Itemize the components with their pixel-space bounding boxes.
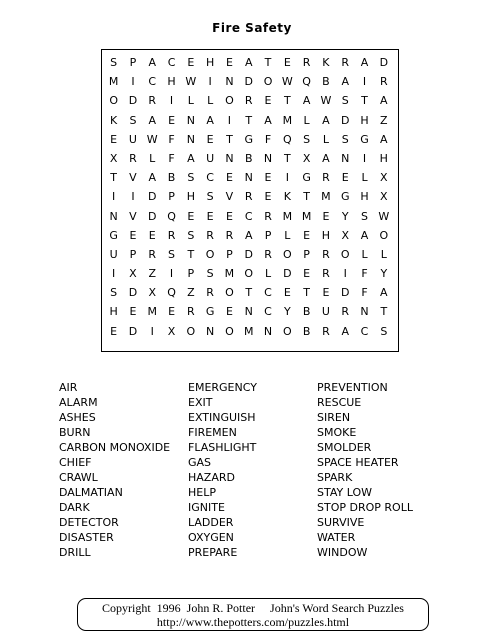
grid-letter: X (129, 267, 137, 281)
grid-letter: H (186, 190, 195, 204)
grid-letter: N (225, 75, 234, 89)
grid-letter: E (283, 286, 291, 300)
grid-letter: O (205, 247, 215, 261)
grid-letter: A (187, 151, 195, 165)
grid-letter: E (225, 305, 233, 319)
grid-letter: E (264, 94, 272, 108)
word-list-item: ASHES (59, 411, 96, 424)
grid-letter: X (167, 324, 176, 338)
grid-letter: R (129, 151, 137, 165)
grid-letter: O (225, 286, 234, 300)
word-list-item: PREPARE (188, 546, 238, 559)
grid-letter: I (343, 267, 347, 281)
grid-letter: R (322, 267, 330, 281)
grid-letter: W (281, 75, 293, 89)
grid-letter: C (244, 209, 253, 223)
grid-letter: C (167, 56, 176, 69)
grid-letter: P (303, 247, 310, 261)
grid-letter: T (361, 94, 368, 108)
grid-letter: R (341, 305, 350, 319)
word-list-item: WINDOW (317, 546, 368, 559)
word-list-item: GAS (188, 456, 212, 469)
grid-letter: R (244, 94, 253, 108)
grid-letter: L (149, 151, 156, 165)
word-column (59, 380, 170, 560)
grid-letter: F (361, 267, 368, 281)
grid-letter: A (148, 113, 156, 127)
grid-letter: X (341, 228, 349, 242)
grid-letter: H (167, 75, 176, 89)
grid-letter: N (341, 151, 350, 165)
grid-letter: O (109, 94, 118, 108)
grid-letter: B (302, 305, 311, 319)
grid-letter: O (225, 94, 234, 108)
grid-letter: O (282, 247, 292, 261)
grid-letter: Q (167, 209, 176, 223)
grid-letter: C (264, 305, 272, 319)
grid-letter: L (380, 247, 387, 261)
grid-letter: D (128, 94, 138, 108)
grid-letter: F (168, 132, 175, 146)
grid-letter: O (244, 267, 254, 281)
word-list-item: DETECTOR (59, 516, 119, 529)
grid-letter: R (225, 228, 234, 242)
word-list-item: STAY LOW (317, 486, 373, 499)
grid-letter: L (264, 267, 272, 281)
grid-letter: F (264, 132, 272, 146)
word-column (188, 380, 257, 560)
grid-letter: N (206, 324, 215, 338)
word-list-item: BURN (59, 426, 91, 439)
grid-letter: O (282, 324, 292, 338)
grid-letter: E (341, 171, 349, 185)
grid-letter: M (243, 324, 254, 338)
grid-letter: S (380, 324, 388, 338)
word-list-item: WATER (317, 531, 356, 544)
grid-letter: Q (282, 132, 292, 146)
word-list-item: CRAWL (59, 471, 98, 484)
word-list-item: RESCUE (317, 396, 362, 409)
grid-letter: T (110, 171, 118, 185)
grid-letter: V (225, 190, 234, 204)
grid-letter: I (227, 113, 232, 127)
grid-letter: I (169, 94, 174, 108)
grid-letter: I (112, 190, 116, 204)
grid-letter: H (360, 190, 369, 204)
grid-row (104, 149, 393, 168)
grid-letter: E (225, 209, 233, 223)
grid-letter: O (225, 324, 234, 338)
grid-letter: X (148, 286, 157, 300)
grid-letter: E (187, 209, 195, 223)
grid-letter: R (206, 228, 214, 242)
grid-letter: E (206, 132, 214, 146)
grid-letter: E (303, 228, 311, 242)
letter-grid (104, 53, 393, 341)
puzzle-title: Fire Safety (212, 21, 292, 35)
grid-letter: D (379, 56, 389, 69)
grid-letter: O (379, 228, 389, 242)
grid-letter: N (225, 151, 234, 165)
grid-letter: W (378, 209, 390, 223)
grid-letter: D (128, 324, 138, 338)
grid-letter: S (206, 190, 214, 204)
word-list-item: SIREN (317, 411, 351, 424)
word-list-item: FIREMEN (188, 426, 237, 439)
grid-letter: R (341, 56, 350, 69)
grid-letter: V (129, 209, 137, 223)
grid-letter: S (361, 209, 368, 223)
word-list-item: OXYGEN (188, 531, 234, 544)
copyright-text: Copyright 1996 John R. Potter John's Word Search Puzzles (102, 601, 404, 615)
grid-letter: W (185, 75, 197, 89)
grid-letter: O (186, 324, 196, 338)
grid-letter: A (380, 94, 388, 108)
grid-letter: A (264, 113, 272, 127)
grid-letter: C (360, 324, 369, 338)
grid-letter: A (148, 56, 156, 69)
letter-grid-box (101, 49, 399, 352)
grid-letter: R (148, 94, 157, 108)
grid-row (104, 168, 393, 187)
grid-letter: S (341, 132, 349, 146)
grid-letter: M (147, 305, 157, 319)
grid-letter: F (361, 286, 368, 300)
grid-letter: S (187, 228, 195, 242)
grid-letter: O (263, 75, 273, 89)
copyright-footer (77, 598, 429, 631)
grid-letter: T (283, 94, 291, 108)
grid-letter: I (112, 267, 116, 281)
grid-letter: I (362, 75, 367, 89)
grid-letter: D (128, 286, 138, 300)
grid-letter: R (167, 228, 176, 242)
grid-letter: L (303, 113, 310, 127)
grid-letter: R (148, 247, 157, 261)
grid-letter: B (244, 151, 253, 165)
grid-row (104, 283, 393, 302)
grid-letter: X (380, 171, 388, 185)
grid-letter: X (109, 151, 118, 165)
grid-letter: A (206, 113, 214, 127)
grid-letter: R (187, 305, 195, 319)
grid-letter: R (322, 324, 330, 338)
grid-row (104, 264, 393, 283)
word-list-item: AIR (59, 381, 78, 394)
grid-letter: L (361, 247, 368, 261)
grid-letter: B (322, 75, 330, 89)
grid-letter: S (341, 94, 349, 108)
grid-letter: T (226, 132, 233, 146)
grid-row (104, 187, 393, 206)
grid-letter: S (110, 286, 118, 300)
grid-letter: N (244, 305, 253, 319)
grid-row (104, 245, 393, 264)
grid-letter: E (225, 171, 233, 185)
grid-letter: P (226, 247, 233, 261)
grid-letter: P (168, 190, 175, 204)
grid-letter: D (148, 209, 157, 223)
word-list-item: HAZARD (188, 471, 235, 484)
grid-letter: R (264, 247, 272, 261)
grid-row (104, 111, 393, 130)
grid-letter: N (263, 324, 273, 338)
grid-letter: A (380, 286, 388, 300)
grid-letter: U (128, 132, 137, 146)
grid-letter: A (341, 324, 349, 338)
grid-letter: E (148, 228, 156, 242)
grid-letter: Q (167, 286, 176, 300)
word-list-item: HELP (188, 486, 216, 499)
grid-letter: A (322, 113, 330, 127)
word-list-item: SMOKE (317, 426, 357, 439)
grid-letter: H (205, 56, 215, 69)
grid-letter: E (129, 305, 137, 319)
grid-letter: S (110, 56, 118, 69)
grid-letter: E (129, 228, 137, 242)
grid-letter: E (322, 286, 330, 300)
grid-letter: Y (380, 267, 388, 281)
grid-letter: A (322, 151, 330, 165)
grid-letter: E (187, 56, 195, 69)
word-column (317, 380, 413, 560)
grid-letter: N (186, 113, 195, 127)
grid-row (104, 302, 393, 321)
grid-letter: W (320, 94, 332, 108)
grid-letter: L (207, 94, 214, 108)
grid-letter: X (302, 151, 311, 165)
grid-row (104, 226, 393, 245)
word-list-item: PREVENTION (317, 381, 388, 394)
grid-letter: Z (187, 286, 195, 300)
grid-letter: L (284, 228, 291, 242)
grid-letter: G (244, 132, 253, 146)
grid-letter: F (168, 151, 175, 165)
grid-letter: S (303, 132, 311, 146)
grid-letter: M (224, 267, 235, 281)
word-list-item: SMOLDER (317, 441, 372, 454)
grid-letter: E (225, 56, 233, 69)
grid-letter: T (264, 56, 272, 69)
grid-letter: G (205, 305, 215, 319)
grid-letter: S (206, 267, 214, 281)
grid-letter: H (321, 228, 331, 242)
grid-letter: U (321, 305, 330, 319)
grid-letter: W (146, 132, 158, 146)
grid-letter: D (148, 190, 157, 204)
grid-letter: A (360, 56, 369, 69)
grid-letter: C (264, 286, 272, 300)
grid-letter: I (131, 75, 135, 89)
grid-letter: P (129, 247, 137, 261)
grid-letter: E (168, 305, 176, 319)
grid-letter: R (244, 190, 253, 204)
grid-letter: G (360, 132, 369, 146)
grid-letter: A (148, 171, 156, 185)
grid-letter: K (322, 56, 330, 69)
grid-letter: E (110, 324, 118, 338)
grid-letter: G (302, 171, 311, 185)
grid-letter: L (322, 132, 329, 146)
grid-letter: M (282, 113, 293, 127)
grid-letter: B (167, 171, 176, 185)
grid-letter: I (285, 171, 289, 185)
grid-letter: B (302, 324, 311, 338)
grid-letter: X (380, 190, 388, 204)
grid-letter: Z (148, 267, 157, 281)
grid-letter: R (322, 171, 330, 185)
grid-letter: N (109, 209, 118, 223)
grid-letter: P (264, 228, 272, 242)
grid-letter: U (206, 151, 215, 165)
grid-letter: D (244, 75, 253, 89)
grid-letter: N (360, 305, 369, 319)
grid-letter: A (244, 228, 253, 242)
grid-letter: A (244, 56, 253, 69)
grid-letter: S (187, 171, 195, 185)
word-list-item: CHIEF (59, 456, 92, 469)
word-list-item: FLASHLIGHT (188, 441, 257, 454)
grid-letter: A (360, 228, 369, 242)
grid-letter: E (264, 190, 272, 204)
grid-letter: I (169, 267, 174, 281)
grid-row (104, 130, 393, 149)
grid-letter: Y (341, 209, 349, 223)
grid-letter: P (129, 56, 137, 69)
grid-letter: Y (283, 305, 291, 319)
grid-letter: E (168, 113, 176, 127)
grid-letter: C (148, 75, 157, 89)
word-list-item: EXIT (188, 396, 213, 409)
grid-letter: U (109, 247, 118, 261)
word-list-item: DISASTER (59, 531, 114, 544)
grid-row (104, 53, 393, 72)
grid-letter: L (187, 94, 194, 108)
word-list-item: DRILL (59, 546, 91, 559)
grid-letter: T (187, 247, 195, 261)
grid-letter: Q (302, 75, 311, 89)
grid-letter: E (283, 56, 291, 69)
grid-letter: N (263, 151, 273, 165)
grid-letter: R (379, 75, 388, 89)
grid-letter: K (110, 113, 118, 127)
grid-letter: I (208, 75, 212, 89)
grid-letter: M (282, 209, 293, 223)
grid-letter: I (131, 190, 135, 204)
grid-letter: V (129, 171, 137, 185)
puzzles-url-link[interactable]: http://www.thepotters.com/puzzles.html (156, 615, 350, 629)
grid-letter: R (264, 209, 272, 223)
grid-letter: G (340, 190, 350, 204)
grid-letter: K (283, 190, 291, 204)
word-list-item: DARK (59, 501, 90, 514)
grid-letter: T (245, 286, 253, 300)
word-list-item: EMERGENCY (188, 381, 257, 394)
grid-letter: A (341, 75, 349, 89)
word-list-item: STOP DROP ROLL (317, 501, 413, 514)
grid-letter: C (206, 171, 214, 185)
grid-letter: M (321, 190, 331, 204)
grid-row (104, 72, 393, 91)
grid-letter: M (108, 75, 119, 89)
grid-letter: N (186, 132, 195, 146)
grid-letter: I (362, 151, 367, 165)
grid-letter: D (244, 247, 253, 261)
grid-letter: H (379, 151, 388, 165)
word-list-item: CARBON MONOXIDE (59, 441, 171, 454)
grid-letter: I (150, 324, 154, 338)
grid-letter: P (187, 267, 195, 281)
grid-letter: R (322, 247, 330, 261)
grid-letter: Z (380, 113, 388, 127)
grid-letter: A (380, 132, 388, 146)
word-list-item: ALARM (59, 396, 98, 409)
grid-letter: E (110, 132, 118, 146)
word-list-item: SURVIVE (317, 516, 365, 529)
word-list-item: SPACE HEATER (317, 456, 399, 469)
grid-row (104, 207, 393, 226)
grid-letter: T (303, 190, 310, 204)
grid-letter: E (303, 267, 311, 281)
word-list-item: LADDER (188, 516, 234, 529)
grid-letter: O (340, 247, 350, 261)
grid-letter: E (322, 209, 330, 223)
grid-letter: T (303, 286, 310, 300)
grid-letter: N (244, 171, 253, 185)
grid-letter: G (109, 228, 118, 242)
grid-letter: E (206, 209, 214, 223)
grid-letter: R (302, 56, 311, 69)
grid-letter: D (340, 113, 350, 127)
grid-letter: S (168, 247, 176, 261)
grid-letter: H (109, 305, 118, 319)
grid-letter: R (206, 286, 214, 300)
grid-letter: T (245, 113, 253, 127)
word-list-item: EXTINGUISH (188, 411, 256, 424)
grid-letter: T (380, 305, 388, 319)
grid-letter: A (302, 94, 311, 108)
grid-letter: S (129, 113, 137, 127)
grid-row (104, 91, 393, 110)
grid-letter: T (283, 151, 291, 165)
word-list-item: DALMATIAN (59, 486, 123, 499)
grid-letter: E (264, 171, 272, 185)
word-list-item: IGNITE (188, 501, 225, 514)
word-list-item: SPARK (317, 471, 353, 484)
grid-letter: L (361, 171, 368, 185)
grid-letter: H (360, 113, 369, 127)
grid-letter: D (340, 286, 350, 300)
grid-letter: M (301, 209, 312, 223)
grid-letter: D (283, 267, 292, 281)
grid-row (104, 322, 393, 341)
